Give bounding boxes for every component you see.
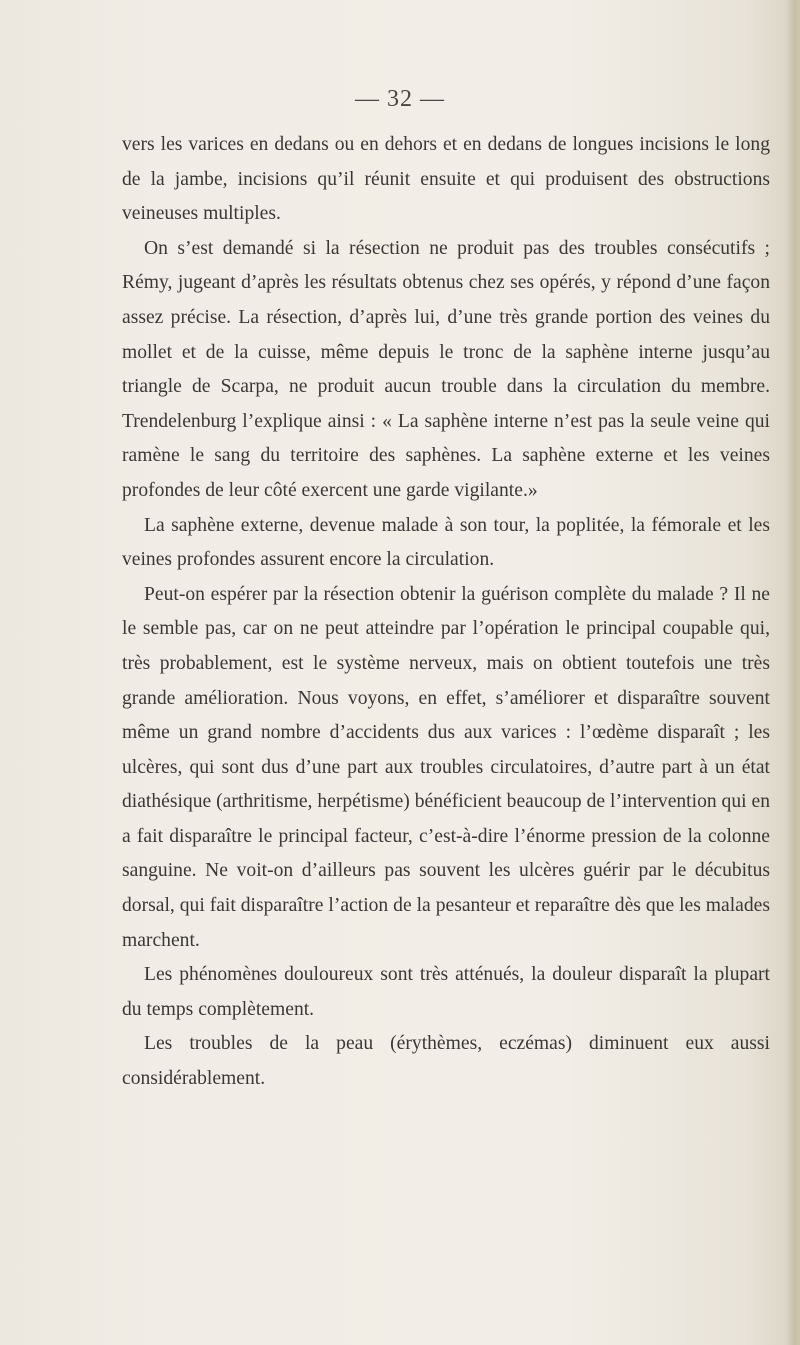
paragraph-1: vers les varices en dedans ou en dehors et en dedans de longues incisions le long de la jambe, incisions qu’il réunit ensuite et qui produisent des obstructions veineuses multiples. bbox=[122, 134, 770, 225]
paragraph-4: Peut-on espérer par la résection obtenir la guérison complète du malade ? Il ne le semble pas, car on ne peut atteindre par l’opération le principal coupable qui, très probablement, est le système nerveux, mais on obtient toutefois une très grande amélioration. Nous voyons, en effet, s’améliorer et disparaître souvent même un grand nombre d’accidents dus aux varices : l’œdème disparaît ; les ulcères, qui sont dus d’une part aux troubles circulatoires, d’autre part à un état diathésique (arthritisme, herpétisme) bénéficient beaucoup de l’intervention qui en a fait disparaître le principal facteur, c’est-à-dire l’énorme pression de la colonne sanguine. Ne voit-on d’ailleurs pas souvent les ulcères guérir par le décubitus dorsal, qui fait disparaître l’action de la pesanteur et reparaître dès que les malades marchent. bbox=[122, 583, 770, 951]
paragraph-6: Les troubles de la peau (érythèmes, eczémas) diminuent eux aussi considérablement. bbox=[122, 1033, 770, 1090]
page-edge-shadow bbox=[786, 0, 800, 1345]
body-text bbox=[122, 128, 770, 1097]
paragraph-2: On s’est demandé si la résection ne produit pas des troubles consécutifs ; Rémy, jugeant d’après les résultats obtenus chez ses opérés, y répond d’une façon assez précise. La résection, d’après lui, d’une très grande portion des veines du mollet et de la cuisse, même depuis le tronc de la saphène interne jusqu’au triangle de Scarpa, ne produit aucun trouble dans la circulation du membre. Trendelenburg l’explique ainsi : « La saphène interne n’est pas la seule veine qui ramène le sang du territoire des saphènes. La saphène externe et les veines profondes de leur côté exercent une garde vigilante.» bbox=[122, 237, 770, 501]
page-number: — 32 — bbox=[355, 86, 445, 112]
paragraph-3: La saphène externe, devenue malade à son tour, la poplitée, la fémorale et les veines profondes assurent encore la circulation. bbox=[122, 514, 770, 571]
paragraph-5: Les phénomènes douloureux sont très atténués, la douleur disparaît la plupart du temps complètement. bbox=[122, 964, 770, 1020]
